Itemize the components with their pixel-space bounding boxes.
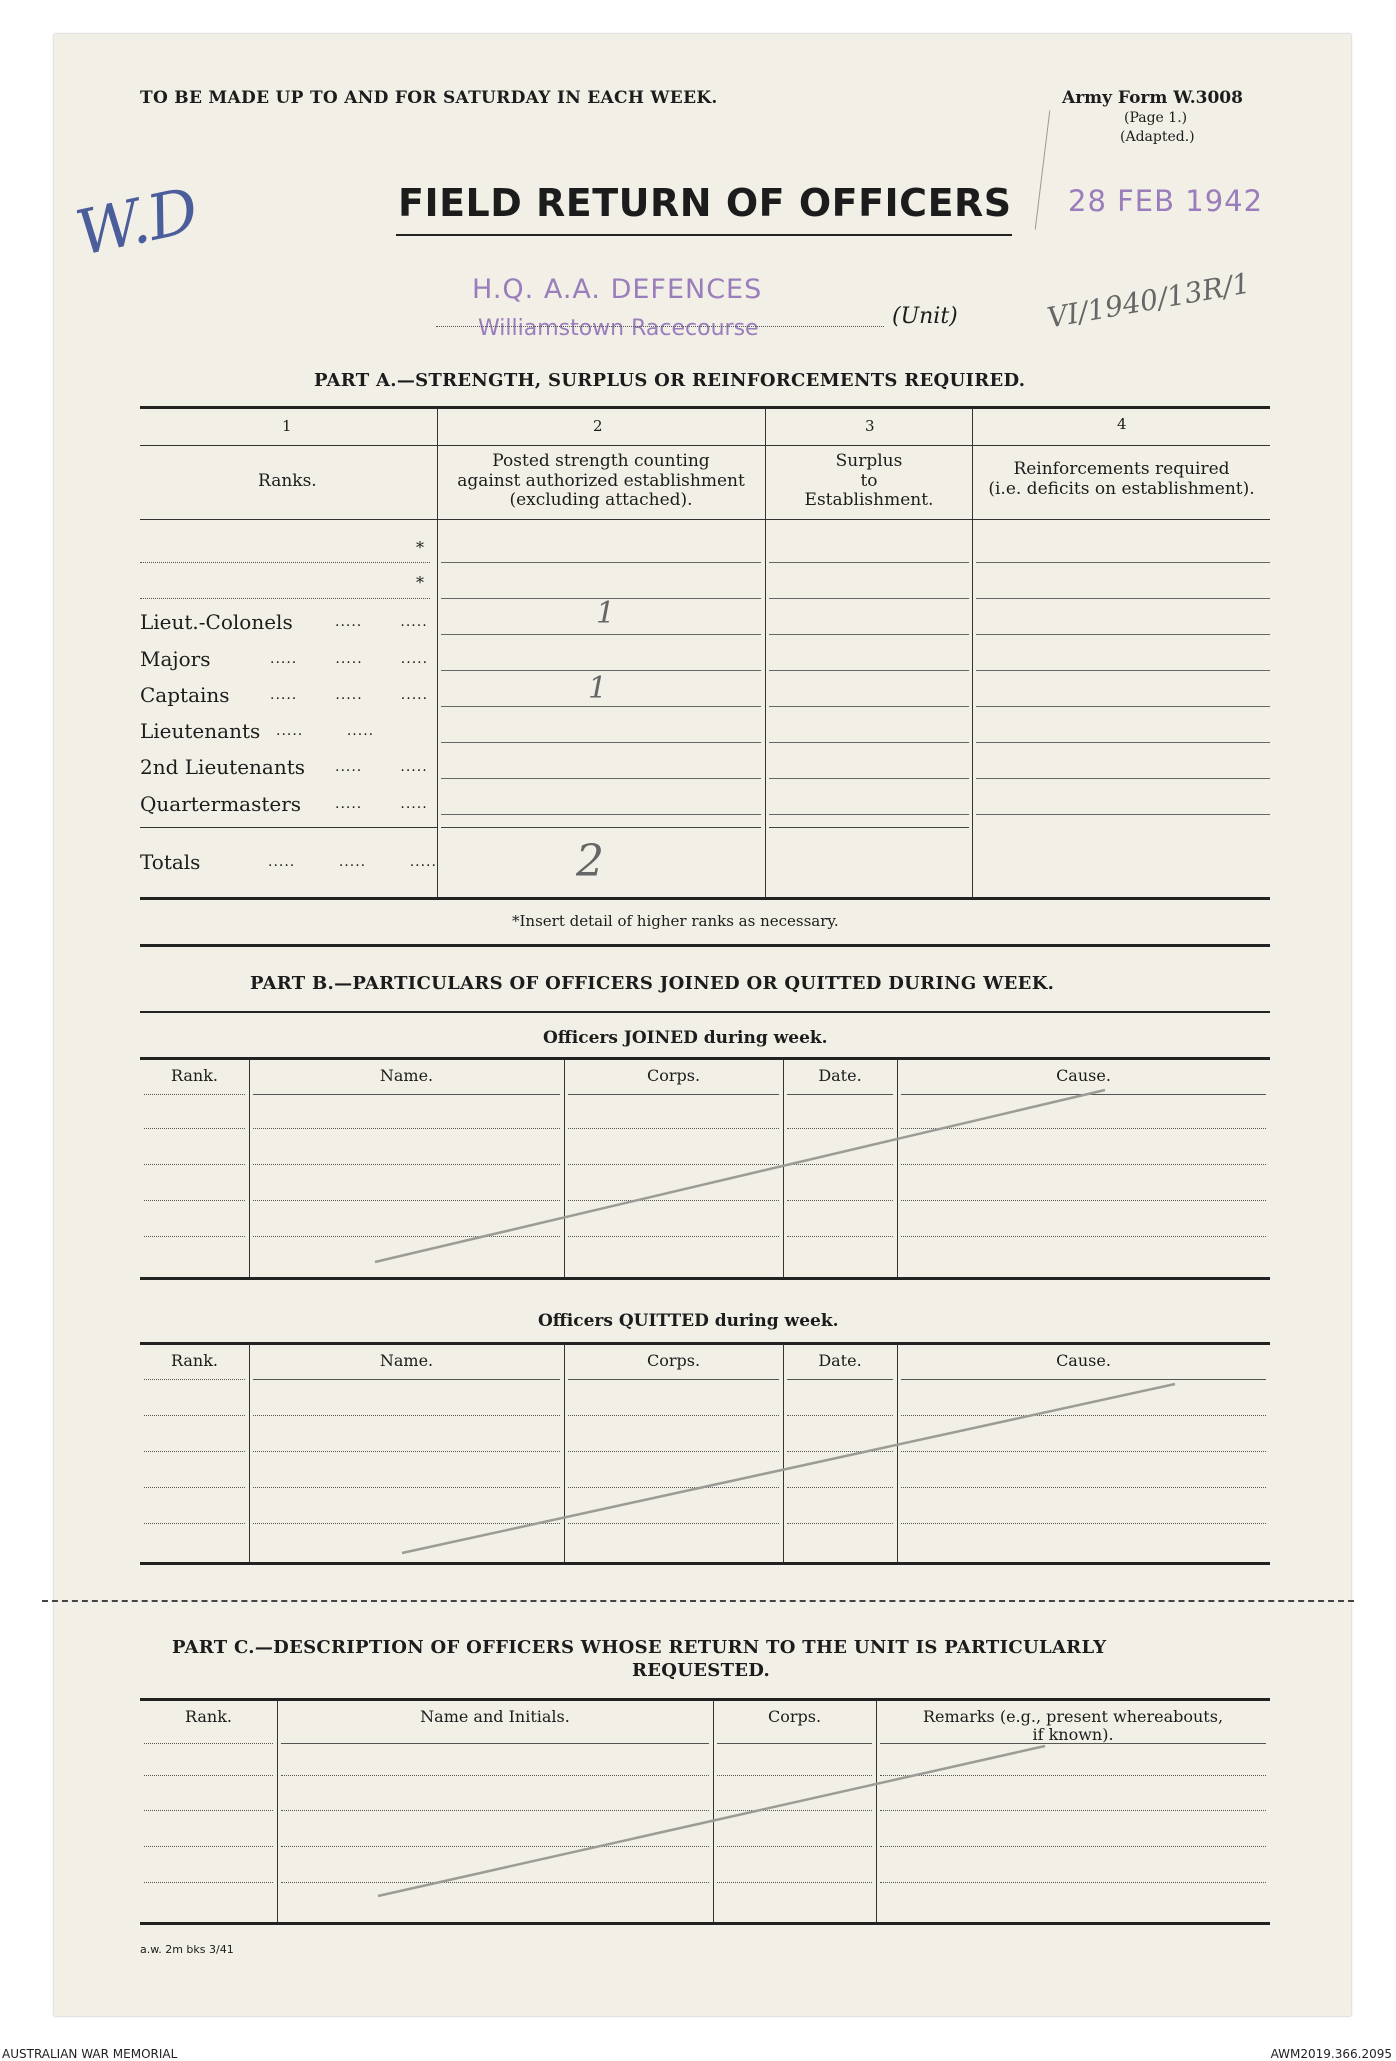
part-a-footnote: *Insert detail of higher ranks as necessary. — [512, 912, 839, 930]
margin-initials: W.D — [69, 173, 205, 270]
page-title: FIELD RETURN OF OFFICERS — [398, 181, 1012, 225]
form-instruction: TO BE MADE UP TO AND FOR SATURDAY IN EACH WEEK. — [140, 88, 718, 108]
print-code: a.w. 2m bks 3/41 — [140, 1943, 234, 1956]
col2-line: against authorized establishment — [457, 470, 745, 491]
part-a-heading: PART A.—STRENGTH, SURPLUS OR REINFORCEMENTS REQUIRED. — [314, 370, 1026, 391]
col-number-2: 2 — [593, 417, 603, 435]
table-column-header: Rank. — [170, 1351, 219, 1370]
part-c-strike-line — [378, 1746, 1045, 1896]
rank-majors: Majors — [140, 647, 211, 671]
col3-line: Surplus — [835, 451, 903, 471]
table-column-header: Rank. — [184, 1707, 233, 1726]
rank-lieut-colonels: Lieut.-Colonels — [140, 610, 293, 634]
leader-dots: ..... ..... — [335, 614, 428, 630]
rank-quartermasters: Quartermasters — [140, 792, 302, 816]
lt-col-count-handwritten: 1 — [596, 596, 616, 631]
part-b-heading: PART B.—PARTICULARS OF OFFICERS JOINED OR QUITTED DURING WEEK. — [250, 973, 1055, 994]
table-column-header: Name. — [379, 1351, 434, 1370]
table-column-header-line: Remarks (e.g., present whereabouts, — [922, 1707, 1224, 1726]
table-column-header: Date. — [818, 1066, 862, 1085]
table-column-header: Corps. — [646, 1066, 701, 1085]
table-column-header: Corps. — [646, 1351, 701, 1370]
unit-stamp-line1: H.Q. A.A. DEFENCES — [472, 274, 763, 305]
quitted-table-heading: Officers QUITTED during week. — [538, 1311, 839, 1331]
total-count-handwritten: 2 — [576, 836, 604, 887]
quitted-strike-line — [402, 1384, 1175, 1553]
leader-dots: ..... ..... ..... — [270, 651, 429, 667]
col2-line: (excluding attached). — [509, 490, 693, 511]
table-column-header: Cause. — [1056, 1351, 1111, 1370]
part-c-heading-line2: REQUESTED. — [632, 1660, 771, 1681]
col3-line: to — [860, 470, 878, 491]
rank-lieutenants: Lieutenants — [140, 719, 261, 743]
higher-rank-marker: * — [416, 538, 424, 557]
leader-dots: ..... ..... ..... — [270, 687, 429, 703]
col-number-4: 4 — [1117, 415, 1127, 433]
rank-captains: Captains — [140, 683, 230, 707]
col3-line: Establishment. — [804, 490, 934, 511]
col-number-3: 3 — [865, 417, 875, 435]
table-column-header: Name. — [379, 1066, 434, 1085]
col4-line: (i.e. deficits on establishment). — [988, 478, 1255, 499]
table-column-header-line: if known). — [1032, 1725, 1114, 1745]
unit-stamp-line2: Williamstown Racecourse — [478, 316, 759, 341]
page-number: (Page 1.) — [1124, 110, 1188, 126]
date-received-stamp: 28 FEB 1942 — [1068, 184, 1264, 218]
captain-count-handwritten: 1 — [588, 671, 608, 706]
leader-dots: ..... ..... — [276, 723, 375, 739]
table-column-header: Rank. — [170, 1066, 219, 1085]
joined-strike-line — [375, 1090, 1105, 1262]
col-number-1: 1 — [282, 417, 292, 435]
archive-credit: AUSTRALIAN WAR MEMORIAL — [2, 2047, 178, 2061]
archive-accession-number: AWM2019.366.2095 — [1270, 2047, 1392, 2061]
table-column-header: Name and Initials. — [420, 1707, 570, 1726]
table-column-header: Date. — [818, 1351, 862, 1370]
col2-line: Posted strength counting — [492, 451, 710, 471]
part-c-heading-line1: PART C.—DESCRIPTION OF OFFICERS WHOSE RETURN TO THE UNIT IS PARTICULARLY — [172, 1637, 1107, 1658]
file-reference-handwritten: VI/1940/13R/1 — [1044, 266, 1253, 335]
table-column-header: Cause. — [1056, 1066, 1111, 1085]
higher-rank-marker: * — [416, 573, 424, 592]
col-ranks-header: Ranks. — [258, 471, 317, 491]
leader-dots: ..... ..... ..... — [268, 854, 437, 870]
leader-dots: ..... ..... — [335, 796, 428, 812]
army-form-number: Army Form W.3008 — [1062, 88, 1243, 108]
leader-dots: ..... ..... — [335, 759, 428, 775]
col4-line: Reinforcements required — [1013, 459, 1230, 479]
form-adapted-note: (Adapted.) — [1120, 129, 1195, 145]
table-column-header: Corps. — [767, 1707, 822, 1726]
totals-label: Totals — [140, 850, 201, 874]
joined-table-heading: Officers JOINED during week. — [543, 1028, 828, 1048]
unit-label: (Unit) — [892, 304, 958, 329]
rank-2nd-lieutenants: 2nd Lieutenants — [140, 755, 306, 779]
